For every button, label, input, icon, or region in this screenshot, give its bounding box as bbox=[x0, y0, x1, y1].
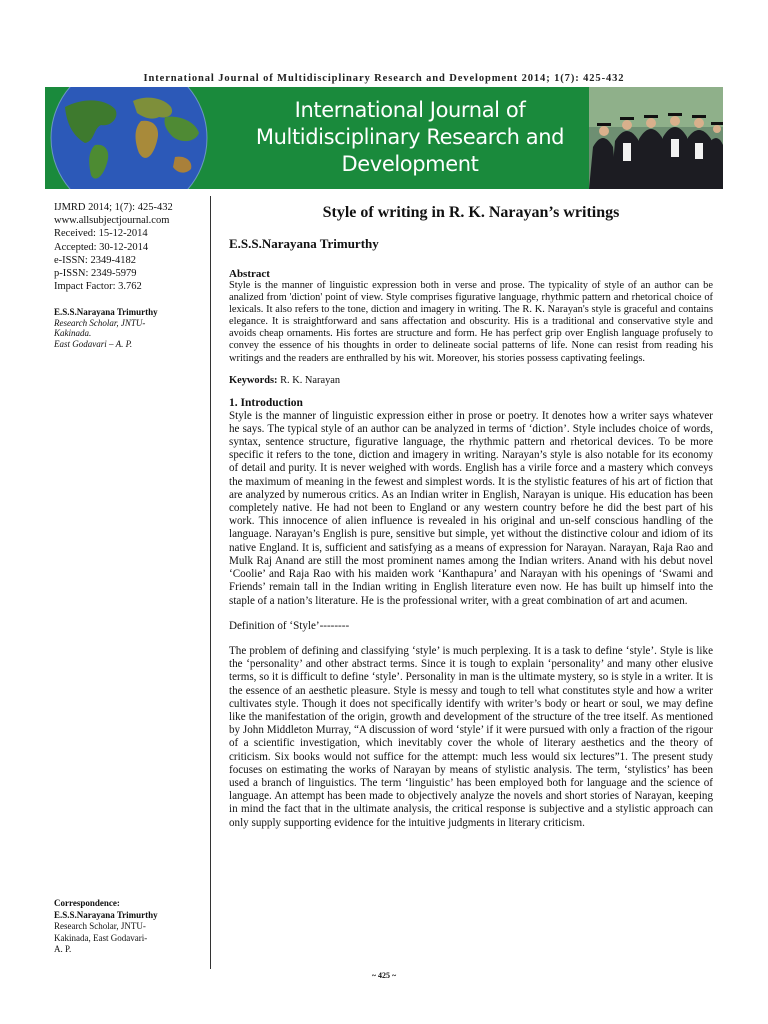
correspondence-line-3: A. P. bbox=[54, 944, 72, 954]
banner-title-line-3: Development bbox=[341, 152, 479, 176]
graduates-photo bbox=[589, 87, 723, 189]
meta-received: Received: 15-12-2014 bbox=[54, 228, 148, 240]
definition-paragraph: The problem of defining and classifying ‘style’ is much perplexing. It is a task to define ‘style’. Style is like the ‘personality’ and other abstract terms. Since it is tough to explain ‘personality’ and many other elusive terms, so it is difficult to define ‘style’. Personality in man is the ultimate mystery, so is style in a writer. It is the essence of an aesthetic pleasure. Style is messy and tough to tell what constitutes style and how a writer cultivates style. Though it does not specifically identify with writer’s body or heart or soul, we may define like the manifestation of the origin, growth and development of the structure of the tree itself. As mentioned by John Middleton Murray, “A discussion of word ‘style’ if it were pursued with only a fraction of the rigour of a scientific investigation, which inevitably cover the whole of literary aesthetics and the theory of criticism. Six books would not suffice for the attempt: much less would six lectures”1. The present study focuses on estimating the works of Narayan by means of stylistic analysis. The term, ‘stylistics’ has been used a branch of linguistics. The term ‘linguistic’ has been employed both for language and the science of language. An attempt has been made to objectively analyze the novels and short stories of Narayan, keeping in mind the fact that in the ultimate analysis, the critical response is subjective and a stylistic approach can only supply supporting evidence for the intuitive judgments in literary criticism. bbox=[229, 644, 713, 829]
world-map-globe-icon bbox=[45, 87, 213, 189]
section-introduction-heading: 1. Introduction bbox=[229, 396, 303, 409]
introduction-paragraph: Style is the manner of linguistic expression either in prose or poetry. It denotes how a writer says whatever he says. The typical style of an author can be analyzed in terms of ‘diction’. Style includes choice of words, syntax, sentence structure, figurative language, the rhythmic pattern and rhetorical devices. To be more specific it refers to the tone, diction and imagery in writing. Narayan’s style is also notable for its economy of detail and purity. It is never weighed with words. English has a virile force and a mastery which conveys the maximum of meaning in the fewest and simplest words. It is the stylistic features of his art of fiction that are analyzed by numerous critics. As an Indian writer in English, Narayan is unique. His education has been completely native. He had not been to England or any western country before he did the best part of his work. This innocence of alien influence is revealed in his original and un-self conscious handling of the language. Narayan’s English is pure, sensitive but simple, yet without the distinctive colour and idiom of its native England. It is, sufficient and satisfying as a means of expression for Narayan. Narayan, Raja Rao and Mulk Raj Anand are still the most prominent names among the Indian writers. Anand with his debut novel ‘Coolie’ and Raja Rao with his maiden work ‘Kanthapura’ and Narayan with his openings of ‘Swami and Friends’ remain tall in the Indian writing in English literature even now. He has built up himself into the staple of a nation’s literature. He is the professional writer, with a great combination of art and acumen. bbox=[229, 409, 713, 607]
correspondence-label: Correspondence: bbox=[54, 898, 120, 908]
article-author: E.S.S.Narayana Trimurthy bbox=[229, 236, 379, 251]
correspondence-name: E.S.S.Narayana Trimurthy bbox=[54, 909, 158, 920]
abstract-text: Style is the manner of linguistic expression both in verse and prose. The typicality of style of an author can be analized from 'diction' point of view. Style comprises figurative language, rhythmic pattern and rhetorical choice of lexicals. It also refers to the tone, diction and imagery in writing. The R. K. Narayan's style is graceful and contains elegance. It is straightforward and sans affectation and obscurity. His is a traditional and conservative style and avoids cheap ornaments. His fortes are structure and form. He has perfect grip over English language profusely to convey the essence of his thoughts in order to delineate social patterns of life. None can resist from reading his writings and the readers are enthralled by his wit. Moreover, his stories possess captivating feelings. bbox=[229, 280, 713, 364]
banner-title-line-2: Multidisciplinary Research and bbox=[255, 125, 565, 149]
meta-citation: IJMRD 2014; 1(7): 425-432 bbox=[54, 202, 173, 213]
sidebar-author-affil-1: Research Scholar, JNTU- bbox=[54, 317, 146, 328]
meta-accepted: Accepted: 30-12-2014 bbox=[54, 241, 149, 253]
page-number: ~ 425 ~ bbox=[371, 971, 397, 980]
article-title: Style of writing in R. K. Narayan’s writings bbox=[322, 204, 620, 221]
running-head: International Journal of Multidisciplinary Research and Development 2014; 1(7): 425-432 bbox=[143, 73, 625, 84]
correspondence-block bbox=[54, 898, 204, 956]
correspondence-line-2: Kakinada, East Godavari- bbox=[54, 932, 148, 943]
sidebar-author-affil-2: Kakinada. bbox=[54, 328, 92, 339]
banner-title-line-1: International Journal of bbox=[294, 98, 526, 122]
abstract-heading: Abstract bbox=[229, 268, 270, 280]
meta-impact-factor: Impact Factor: 3.762 bbox=[54, 281, 142, 293]
keywords-value: R. K. Narayan bbox=[280, 374, 341, 386]
definition-subheading: Definition of ‘Style’-------- bbox=[229, 619, 350, 632]
sidebar-author-name: E.S.S.Narayana Trimurthy bbox=[54, 307, 158, 318]
keywords bbox=[229, 375, 713, 387]
column-divider bbox=[210, 196, 211, 969]
article-body bbox=[229, 204, 713, 830]
sidebar-author-affil-3: East Godavari – A. P. bbox=[54, 338, 133, 349]
keywords-label: Keywords: bbox=[229, 374, 278, 386]
banner-title bbox=[245, 97, 575, 178]
sidebar-meta bbox=[54, 201, 204, 349]
sidebar-author bbox=[54, 307, 204, 349]
journal-banner bbox=[45, 87, 723, 189]
meta-pissn: p-ISSN: 2349-5979 bbox=[54, 268, 137, 280]
meta-eissn: e-ISSN: 2349-4182 bbox=[54, 254, 136, 266]
meta-website: www.allsubjectjournal.com bbox=[54, 215, 170, 227]
correspondence-line-1: Research Scholar, JNTU- bbox=[54, 921, 146, 931]
